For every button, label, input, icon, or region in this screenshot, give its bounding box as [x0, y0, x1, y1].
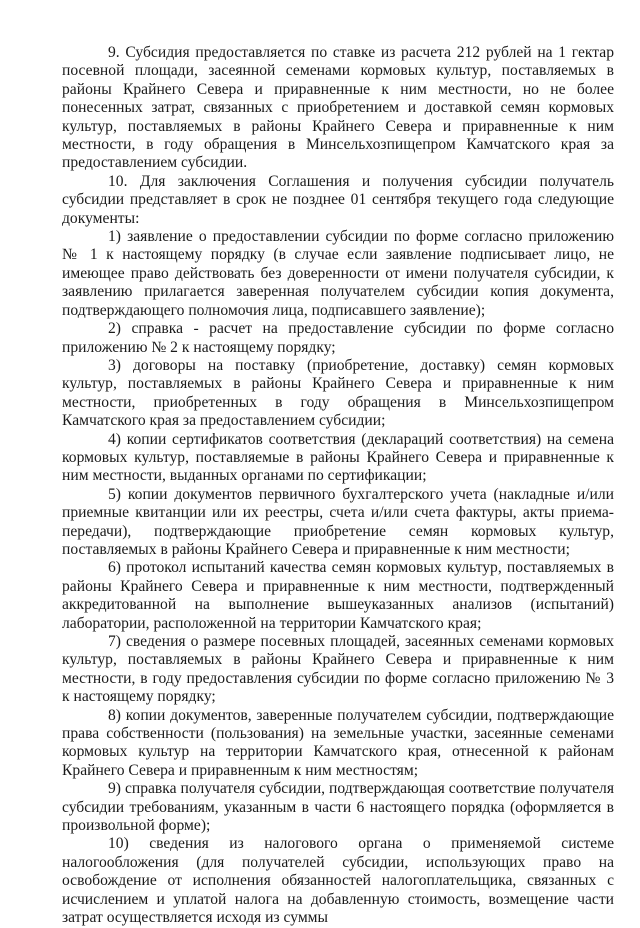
paragraph-10-required-documents: 10. Для заключения Соглашения и получения субсидии получатель субсидии представляет в срок не позднее 01 сентября текущего года следующие документы:	[62, 172, 614, 227]
list-item-10-tax-authority-info: 10) сведения из налогового органа о применяемой системе налогообложения (для получателей субсидии, использующих право на освобождение от исполнения обязанностей налогоплательщика, связанных с исчислением и уплатой налога на добавленную стоимость, возмещение части затрат осуществляется исходя из суммы	[62, 835, 614, 927]
document-page	[62, 44, 614, 928]
list-item-9-compliance-certificate: 9) справка получателя субсидии, подтверждающая соответствие получателя субсидии требованиям, указанным в части 6 настоящего порядка (оформляется в произвольной форме);	[62, 780, 614, 835]
list-item-3-supply-contracts: 3) договоры на поставку (приобретение, доставку) семян кормовых культур, поставляемых в районы Крайнего Севера и приравненные к ним местности, приобретенных в году обращения в Минсельхозпищепром Камчатского края за предоставлением субсидии;	[62, 356, 614, 430]
list-item-7-sown-area-info: 7) сведения о размере посевных площадей, засеянных семенами кормовых культур, поставляемых в районы Крайнего Севера и приравненные к ним местности, в году предоставления субсидии по форме согласно приложению № 3 к настоящему порядку;	[62, 633, 614, 706]
list-item-8-land-rights-documents: 8) копии документов, заверенные получателем субсидии, подтверждающие права собственности (пользования) на земельные участки, засеянные семенами кормовых культур на территории Камчатского края, отнесенной к районам Крайнего Севера и приравненным к ним местностям;	[62, 706, 614, 779]
list-item-1-application: 1) заявление о предоставлении субсидии по форме согласно приложению № 1 к настоящему порядку (в случае если заявление подписывает лицо, не имеющее право действовать без доверенности от имени получателя субсидии, к заявлению прилагается заверенная получателем субсидии копия документа, подтверждающего полномочия лица, подписавшего заявление);	[62, 228, 614, 319]
paragraph-9-subsidy-rate: 9. Субсидия предоставляется по ставке из расчета 212 рублей на 1 гектар посевной площади, засеянной семенами кормовых культур, поставляемых в районы Крайнего Севера и приравненные к ним местности, но не более понесенных затрат, связанных с приобретением и доставкой семян кормовых культур, поставляемых в районы Крайнего Севера и приравненные к ним местности, в году обращения в Минсельхозпищепром Камчатского края за предоставлением субсидии.	[62, 44, 614, 172]
list-item-4-conformity-certificates: 4) копии сертификатов соответствия (деклараций соответствия) на семена кормовых культур, поставляемые в районы Крайнего Севера и приравненные к ним местности, выданных органами по сертификации;	[62, 430, 614, 485]
list-item-6-seed-quality-protocol: 6) протокол испытаний качества семян кормовых культур, поставляемых в районы Крайнего Севера и приравненные к ним местности, подтвержденный аккредитованной на выполнение вышеуказанных анализов (испытаний) лаборатории, расположенной на территории Камчатского края;	[62, 559, 614, 632]
list-item-2-calculation-certificate: 2) справка - расчет на предоставление субсидии по форме согласно приложению № 2 к настоящему порядку;	[62, 320, 614, 356]
list-item-5-accounting-documents: 5) копии документов первичного бухгалтерского учета (накладные и/или приемные квитанции или их реестры, счета и/или счета фактуры, акты приема-передачи), подтверждающие приобретение семян кормовых культур, поставляемых в районы Крайнего Севера и приравненные к ним местности;	[62, 485, 614, 558]
